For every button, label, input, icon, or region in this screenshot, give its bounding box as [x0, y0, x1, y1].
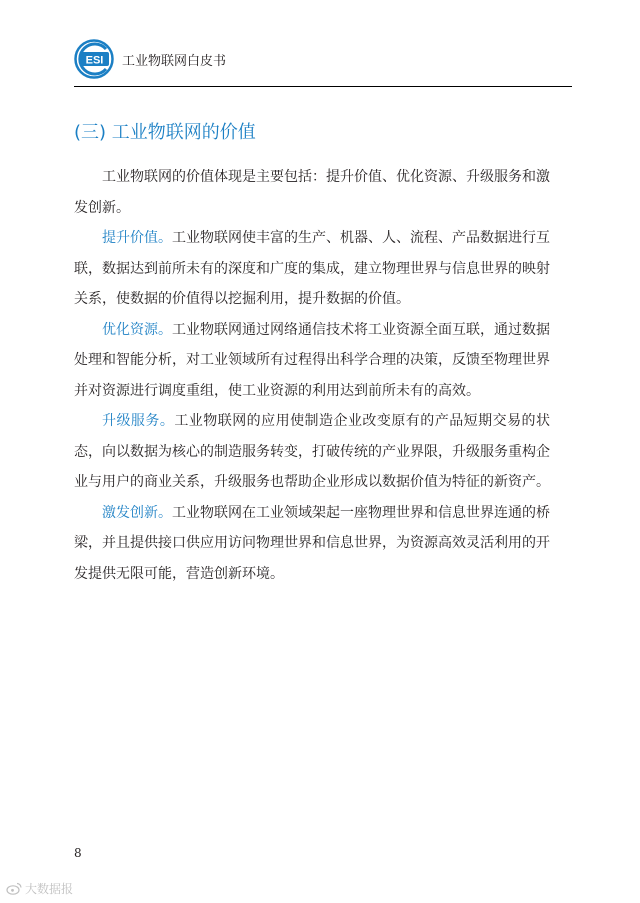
header-divider	[74, 86, 572, 87]
watermark-text: 大数据报	[25, 882, 74, 896]
document-title: 工业物联网白皮书	[122, 53, 227, 69]
svg-text:ESI: ESI	[85, 54, 104, 67]
esi-logo-icon	[74, 39, 114, 79]
paragraph-text: 工业物联网通过网络通信技术将工业资源全面互联，通过数据处理和智能分析，对工业领域所有过程得出科学合理的决策，反馈至物理世界并对资源进行调度重组，使工业资源的利用达到前所未有的高效。	[74, 321, 550, 399]
body-text	[74, 162, 550, 589]
paragraph-upgrade-services	[74, 406, 550, 498]
paragraph-intro	[74, 162, 550, 223]
paragraph-lead: 升级服务。	[102, 413, 175, 429]
watermark	[6, 880, 73, 897]
paragraph-text: 工业物联网在工业领域架起一座物理世界和信息世界连通的桥梁，并且提供接口供应用访问物理世界和信息世界，为资源高效灵活利用的开发提供无限可能，营造创新环境。	[74, 504, 550, 582]
paragraph-optimize-resources	[74, 315, 550, 407]
paragraph-lead: 激发创新。	[102, 504, 172, 521]
paragraph-inspire-innovation	[74, 498, 550, 590]
paragraph-lead: 提升价值。	[102, 230, 172, 246]
paragraph-lead: 优化资源。	[102, 321, 172, 338]
paragraph-text: 工业物联网的价值体现是主要包括：提升价值、优化资源、升级服务和激发创新。	[74, 169, 550, 216]
paragraph-text: 工业物联网使丰富的生产、机器、人、流程、产品数据进行互联，数据达到前所未有的深度和广度的集成，建立物理世界与信息世界的映射关系，使数据的价值得以挖掘利用，提升数据的价值。	[74, 230, 550, 307]
page-header	[74, 38, 226, 80]
paragraph-enhance-value	[74, 223, 550, 315]
page-number: 8	[74, 846, 82, 860]
paragraph-text: 工业物联网的应用使制造企业改变原有的产品短期交易的状态，向以数据为核心的制造服务转变，打破传统的产业界限，升级服务重构企业与用户的商业关系，升级服务也帮助企业形成以数据价值为特征的新资产。	[74, 413, 551, 490]
weibo-icon	[6, 882, 22, 895]
section-heading: (三) 工业物联网的价值	[74, 122, 256, 143]
